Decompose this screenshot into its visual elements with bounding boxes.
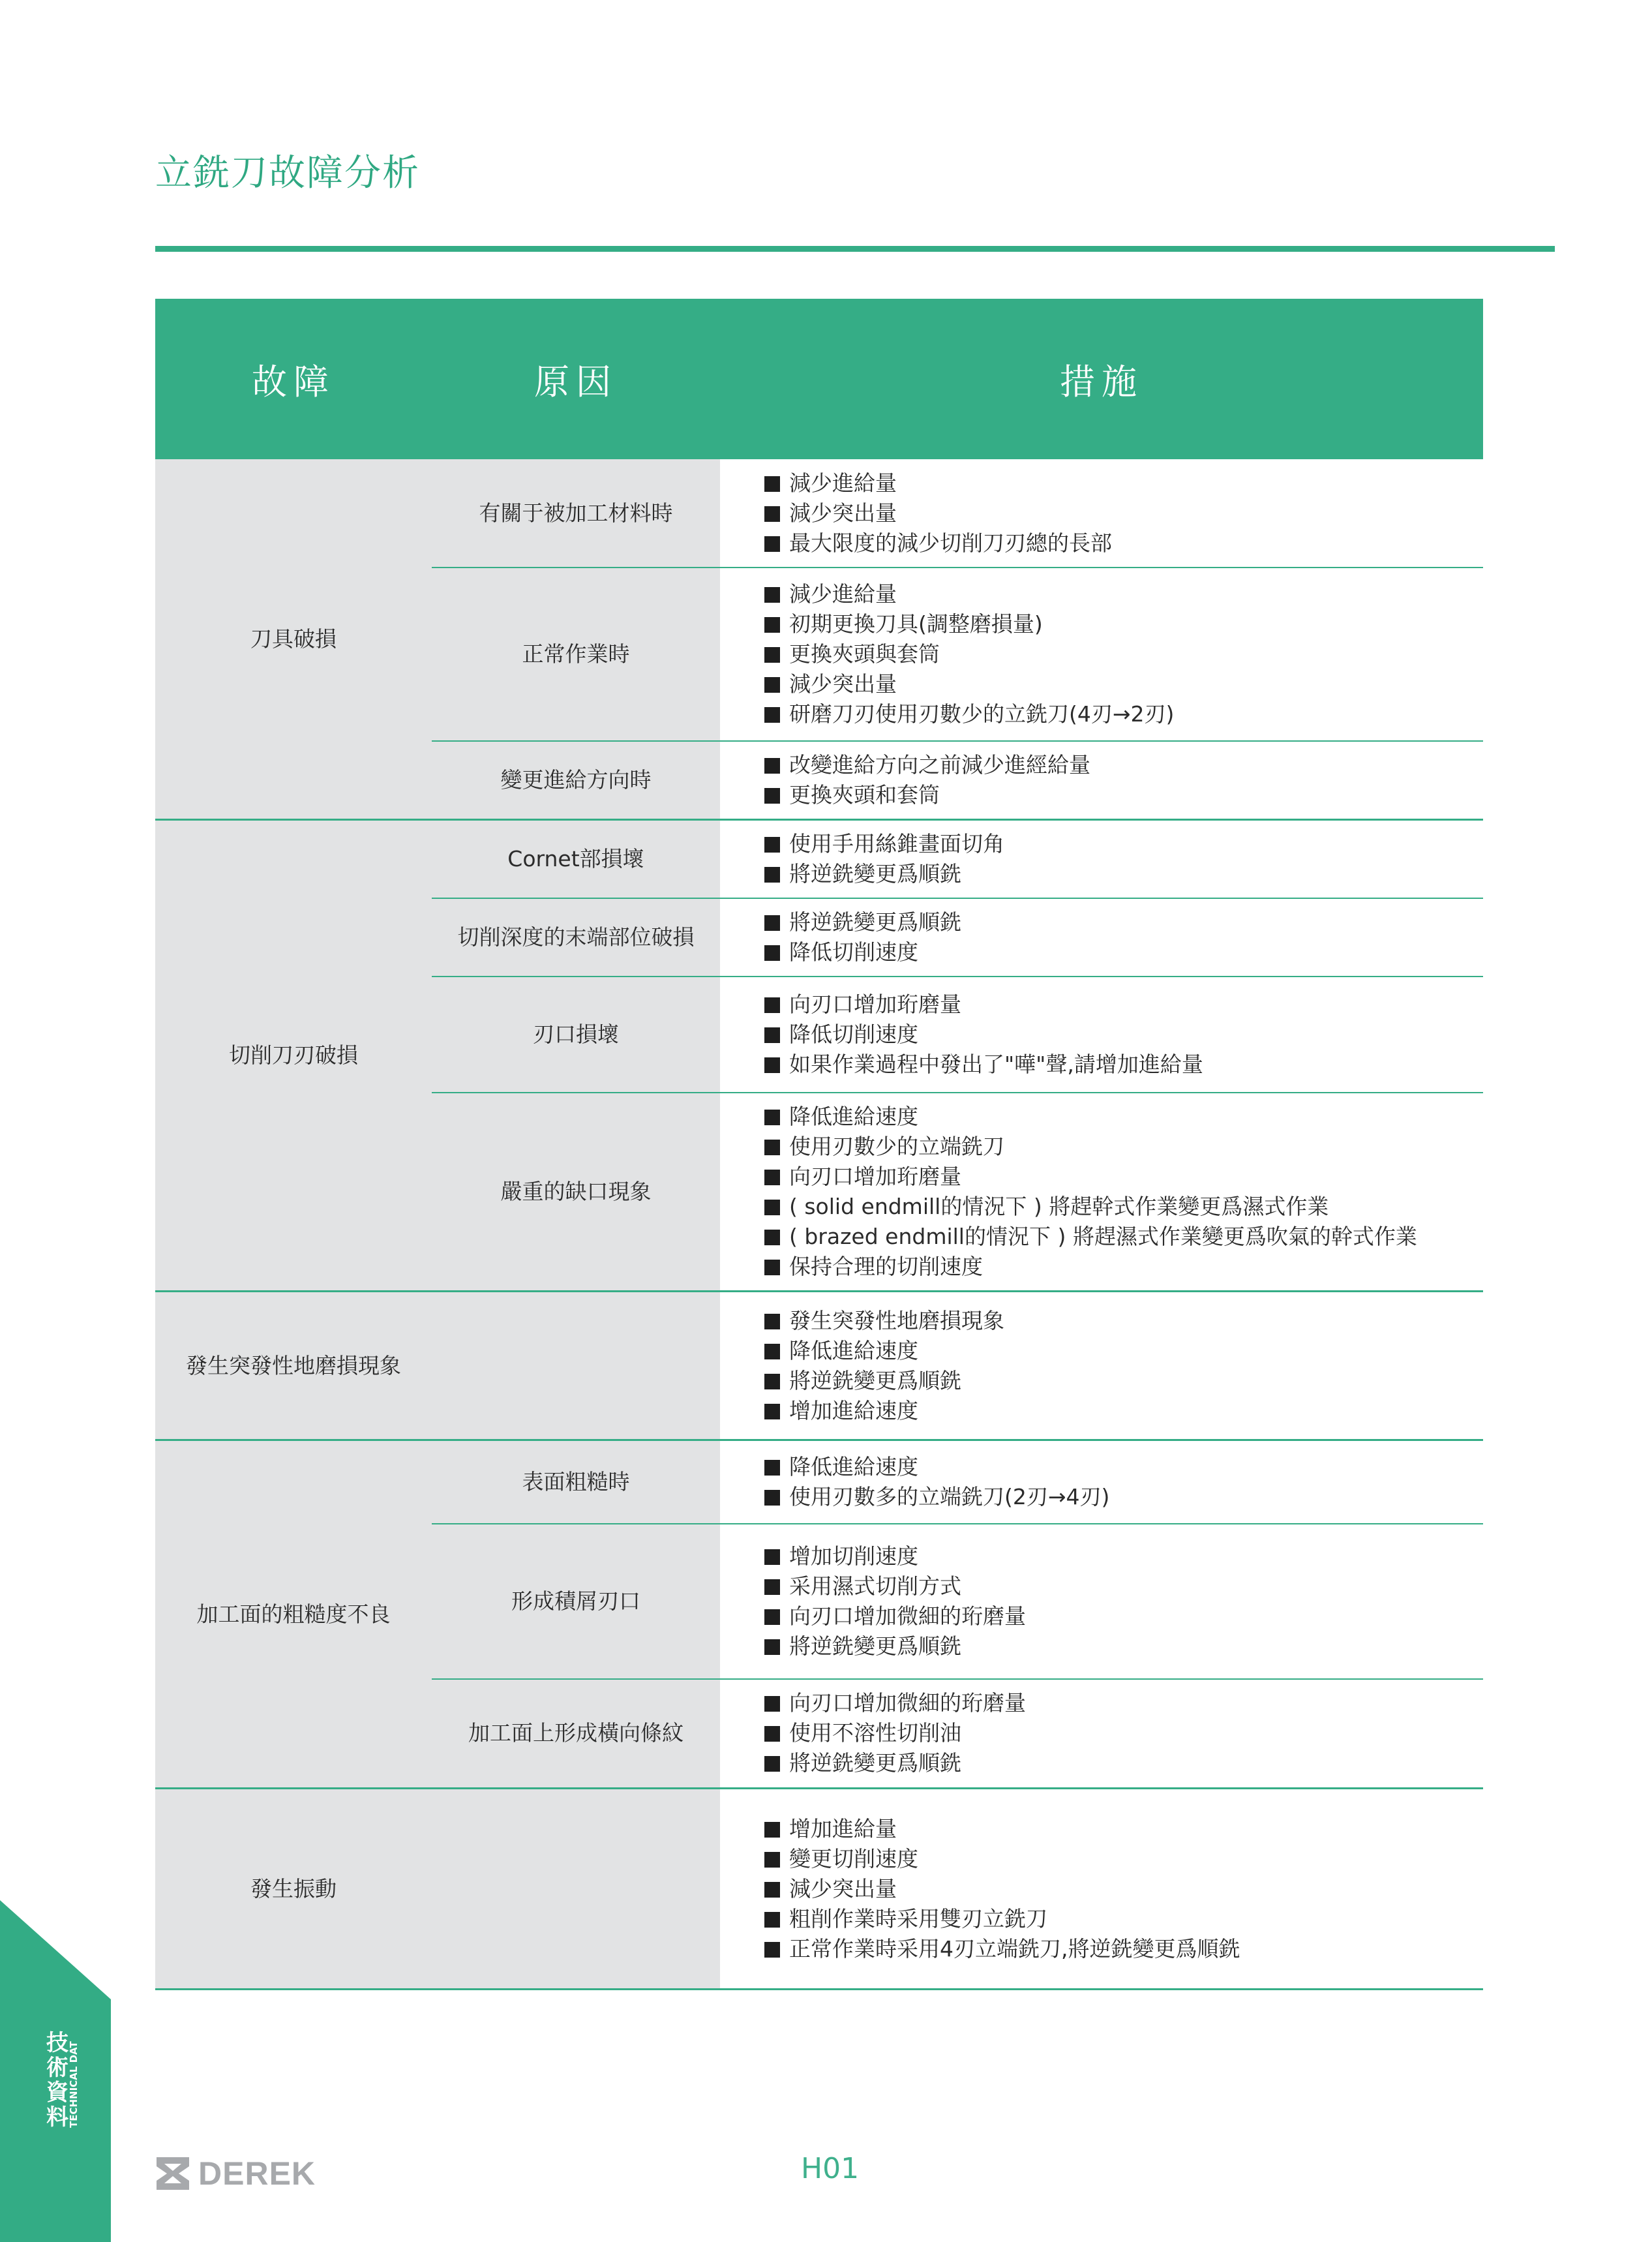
fault-cell: 發生突發性地磨損現象: [155, 1292, 432, 1440]
table-header-row: [155, 299, 1483, 459]
measures-cell: [720, 820, 1483, 899]
cause-cell: 嚴重的缺口現象: [432, 1093, 720, 1292]
cause-cell: 正常作業時: [432, 568, 720, 741]
page-title: 立銑刀故障分析: [155, 152, 420, 194]
measure-item: 使用手用絲錐畫面切角: [764, 829, 1483, 859]
fault-cell: 發生振動: [155, 1789, 432, 1990]
table-row: [155, 820, 1483, 899]
measure-item: 更換夾頭和套筒: [764, 780, 1483, 810]
measure-item: 減少進給量: [764, 579, 1483, 609]
cause-cell: 加工面上形成橫向條紋: [432, 1679, 720, 1789]
side-tab-label: 技術資料: [46, 2030, 68, 2130]
measures-cell: [720, 741, 1483, 820]
measure-item: 最大限度的減少切削刀刃總的長部: [764, 528, 1483, 558]
table-row: [155, 1440, 1483, 1524]
measure-item: 降低進給速度: [764, 1102, 1483, 1132]
measure-item: 發生突發性地磨損現象: [764, 1306, 1483, 1336]
brand-name: DEREK: [198, 2155, 316, 2192]
fault-cell: 加工面的粗糙度不良: [155, 1440, 432, 1789]
measure-item: ( solid endmill的情況下 ) 將趕幹式作業變更爲濕式作業: [764, 1192, 1483, 1222]
measure-item: 增加切削速度: [764, 1541, 1483, 1571]
measure-item: 保持合理的切削速度: [764, 1252, 1483, 1282]
table-row: [155, 1789, 1483, 1990]
measures-list: [764, 990, 1483, 1080]
measure-item: 減少突出量: [764, 669, 1483, 699]
cause-cell: Cornet部損壞: [432, 820, 720, 899]
measures-list: [764, 829, 1483, 889]
measure-item: 降低切削速度: [764, 1020, 1483, 1050]
measure-item: 將逆銑變更爲順銑: [764, 859, 1483, 889]
cause-cell: [432, 1789, 720, 1990]
measure-item: 將逆銑變更爲順銑: [764, 1631, 1483, 1661]
cause-cell: 有關于被加工材料時: [432, 459, 720, 568]
table-row: [155, 459, 1483, 568]
measures-list: [764, 1102, 1483, 1282]
measure-item: 變更切削速度: [764, 1844, 1483, 1874]
title-divider: [155, 246, 1555, 252]
measures-cell: [720, 568, 1483, 741]
measure-item: 向刃口增加珩磨量: [764, 990, 1483, 1020]
measure-item: 使用不溶性切削油: [764, 1718, 1483, 1748]
measure-item: 將逆銑變更爲順銑: [764, 1366, 1483, 1396]
measure-item: 使用刃數多的立端銑刀(2刃→4刃): [764, 1482, 1483, 1512]
measures-cell: [720, 1679, 1483, 1789]
table-row: [155, 1292, 1483, 1440]
cause-cell: 形成積屑刃口: [432, 1524, 720, 1679]
header-measures: 措施: [720, 299, 1483, 459]
measure-item: 增加進給速度: [764, 1396, 1483, 1426]
measures-list: [764, 579, 1483, 729]
brand-logo: [157, 2156, 316, 2191]
measures-list: [764, 1688, 1483, 1778]
fault-cell: 刀具破損: [155, 459, 432, 820]
cause-cell: 變更進給方向時: [432, 741, 720, 820]
header-fault: 故障: [155, 299, 432, 459]
fault-cell: 切削刀刃破損: [155, 820, 432, 1292]
measure-item: 減少突出量: [764, 1874, 1483, 1904]
measure-item: 降低進給速度: [764, 1452, 1483, 1482]
cause-cell: 表面粗糙時: [432, 1440, 720, 1524]
measure-item: 向刃口增加珩磨量: [764, 1162, 1483, 1192]
measure-item: 使用刃數少的立端銑刀: [764, 1132, 1483, 1162]
measures-cell: [720, 1789, 1483, 1990]
measures-list: [764, 750, 1483, 810]
measure-item: ( brazed endmill的情況下 ) 將趕濕式作業變更爲吹氣的幹式作業: [764, 1222, 1483, 1252]
measure-item: 減少突出量: [764, 498, 1483, 528]
measure-item: 將逆銑變更爲順銑: [764, 907, 1483, 937]
measures-cell: [720, 459, 1483, 568]
measure-item: 如果作業過程中發出了"嘩"聲,請增加進給量: [764, 1050, 1483, 1080]
measures-list: [764, 1452, 1483, 1512]
measure-item: 研磨刀刃使用刃數少的立銑刀(4刃→2刃): [764, 699, 1483, 729]
measure-item: 正常作業時采用4刃立端銑刀,將逆銑變更爲順銑: [764, 1934, 1483, 1964]
measures-cell: [720, 1440, 1483, 1524]
measures-cell: [720, 977, 1483, 1093]
measure-item: 更換夾頭與套筒: [764, 639, 1483, 669]
cause-cell: 刃口損壞: [432, 977, 720, 1093]
header-cause: 原因: [432, 299, 720, 459]
measure-item: 將逆銑變更爲順銑: [764, 1748, 1483, 1778]
side-tab-label-en: [68, 2108, 87, 2128]
measures-list: [764, 1814, 1483, 1964]
measures-list: [764, 1541, 1483, 1661]
measures-cell: [720, 1524, 1483, 1679]
cause-cell: [432, 1292, 720, 1440]
measure-item: 向刃口增加微細的珩磨量: [764, 1688, 1483, 1718]
fault-analysis-table: [155, 299, 1483, 1990]
measure-item: 粗削作業時采用雙刃立銑刀: [764, 1904, 1483, 1934]
measure-item: 降低切削速度: [764, 937, 1483, 967]
measure-item: 降低進給速度: [764, 1336, 1483, 1366]
measures-list: [764, 907, 1483, 967]
measure-item: 改變進給方向之前減少進經給量: [764, 750, 1483, 780]
measures-list: [764, 468, 1483, 558]
measures-cell: [720, 1093, 1483, 1292]
measure-item: 向刃口增加微細的珩磨量: [764, 1601, 1483, 1631]
table-body: [155, 459, 1483, 1990]
measures-cell: [720, 898, 1483, 977]
page-number: H01: [801, 2152, 860, 2185]
brand-mark-icon: [157, 2157, 189, 2190]
measure-item: 增加進給量: [764, 1814, 1483, 1844]
measure-item: 初期更換刀具(調整磨損量): [764, 609, 1483, 639]
measures-list: [764, 1306, 1483, 1426]
cause-cell: 切削深度的末端部位破損: [432, 898, 720, 977]
measure-item: 采用濕式切削方式: [764, 1571, 1483, 1601]
measure-item: 減少進給量: [764, 468, 1483, 498]
measures-cell: [720, 1292, 1483, 1440]
